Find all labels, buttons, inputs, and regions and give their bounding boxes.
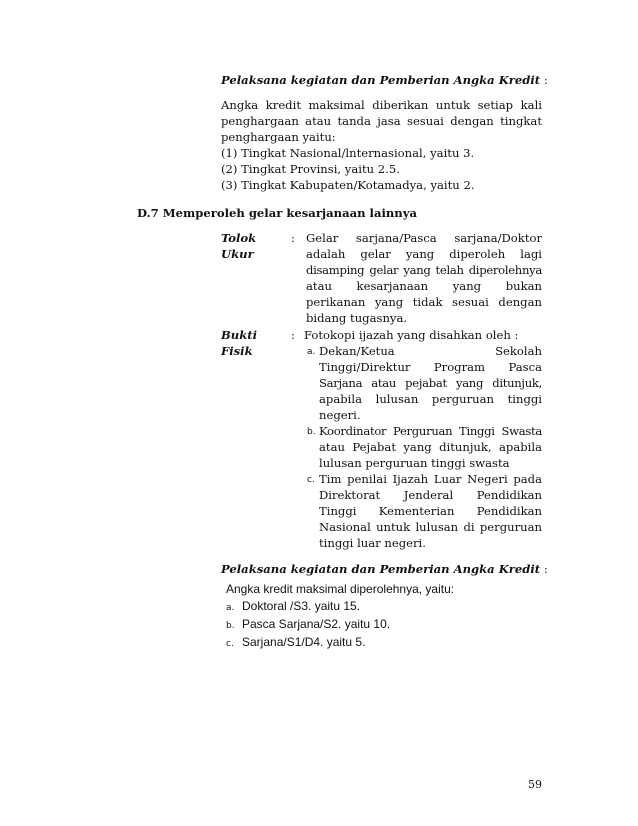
block2-item-c-text: Sarjana/S1/D4. yaitu 5. [242,635,366,649]
tolok-label-2: Ukur [221,247,254,261]
bukti-item-a-line-4: apabila lulusan perguruan tinggi [319,392,542,406]
tolok-line-4: atau kesarjanaan yang bukan [306,279,542,293]
block2-item-b-text: Pasca Sarjana/S2. yaitu 10. [242,617,391,631]
bukti-item-b-marker: b. [307,427,316,437]
bukti-item-c-marker: c. [307,475,315,485]
block2-item-c-marker: c. [226,639,234,649]
bukti-item-c-line-1: Tim penilai Ijazah Luar Negeri pada [319,472,542,486]
bukti-item-a-line-5: negeri. [319,408,361,422]
bukti-item-a-line-1: Dekan/Ketua Sekolah [319,344,542,358]
block2-item-a-marker: a. [226,603,235,613]
bukti-item-c-line-4: Nasional untuk lulusan di perguruan [319,520,542,534]
page-number: 59 [528,778,542,791]
bukti-item-b-line-1: Koordinator Perguruan Tinggi Swasta [319,424,542,438]
block1-heading-colon: : [543,73,548,87]
tolok-colon: : [291,231,295,245]
bukti-colon: : [291,328,295,342]
bukti-item-c-line-2: Direktorat Jenderal Pendidikan [319,488,542,502]
block1-heading-text: Pelaksana kegiatan dan Pemberian Angka Kredit [221,73,541,87]
tolok-line-3: disamping gelar yang telah diperolehnya [306,263,542,277]
block2-item-a-text: Doktoral /S3. yaitu 15. [242,599,361,613]
bukti-label-2: Fisik [221,344,253,358]
tolok-line-1: Gelar sarjana/Pasca sarjana/Doktor [306,231,542,245]
tolok-line-6: bidang tugasnya. [306,311,408,325]
block1-item-1: (1) Tingkat Nasional/lnternasional, yaitu 3. [221,146,475,160]
bukti-intro: Fotokopi ijazah yang disahkan oleh : [304,328,519,342]
bukti-item-a-line-3: Sarjana atau pejabat yang ditunjuk, [319,376,542,390]
bukti-item-c-line-5: tinggi luar negeri. [319,536,426,550]
tolok-line-5: perikanan yang tidak sesuai dengan [306,295,542,309]
bukti-item-a-line-2: Tinggi/Direktur Program Pasca [319,360,542,374]
block2-item-b-marker: b. [226,621,235,631]
block1-para-line-1: Angka kredit maksimal diberikan untuk setiap kali [221,98,542,112]
bukti-label-1: Bukti [221,328,258,342]
block2-heading-text: Pelaksana kegiatan dan Pemberian Angka Kredit [221,562,541,576]
block1-para-line-2: penghargaan atau tanda jasa sesuai dengan tingkat [221,114,542,128]
block2-heading [221,562,551,577]
bukti-item-b-line-3: lulusan perguruan tinggi swasta [319,456,510,470]
section-title: D.7 Memperoleh gelar kesarjanaan lainnya [137,206,417,220]
block2-intro: Angka kredit maksimal diperolehnya, yaitu: [226,582,455,596]
bukti-item-b-line-2: atau Pejabat yang ditunjuk, apabila [319,440,542,454]
block1-item-3: (3) Tingkat Kabupaten/Kotamadya, yaitu 2. [221,178,475,192]
block1-para-line-3: penghargaan yaitu: [221,130,336,144]
bukti-item-a-marker: a. [307,347,316,357]
tolok-label-1: Tolok [221,231,257,245]
block2-heading-colon: : [543,562,548,576]
bukti-item-c-line-3: Tinggi Kementerian Pendidikan [319,504,542,518]
block1-item-2: (2) Tingkat Provinsi, yaitu 2.5. [221,162,400,176]
tolok-line-2: adalah gelar yang diperoleh lagi [306,247,542,261]
block1-heading [221,73,551,88]
